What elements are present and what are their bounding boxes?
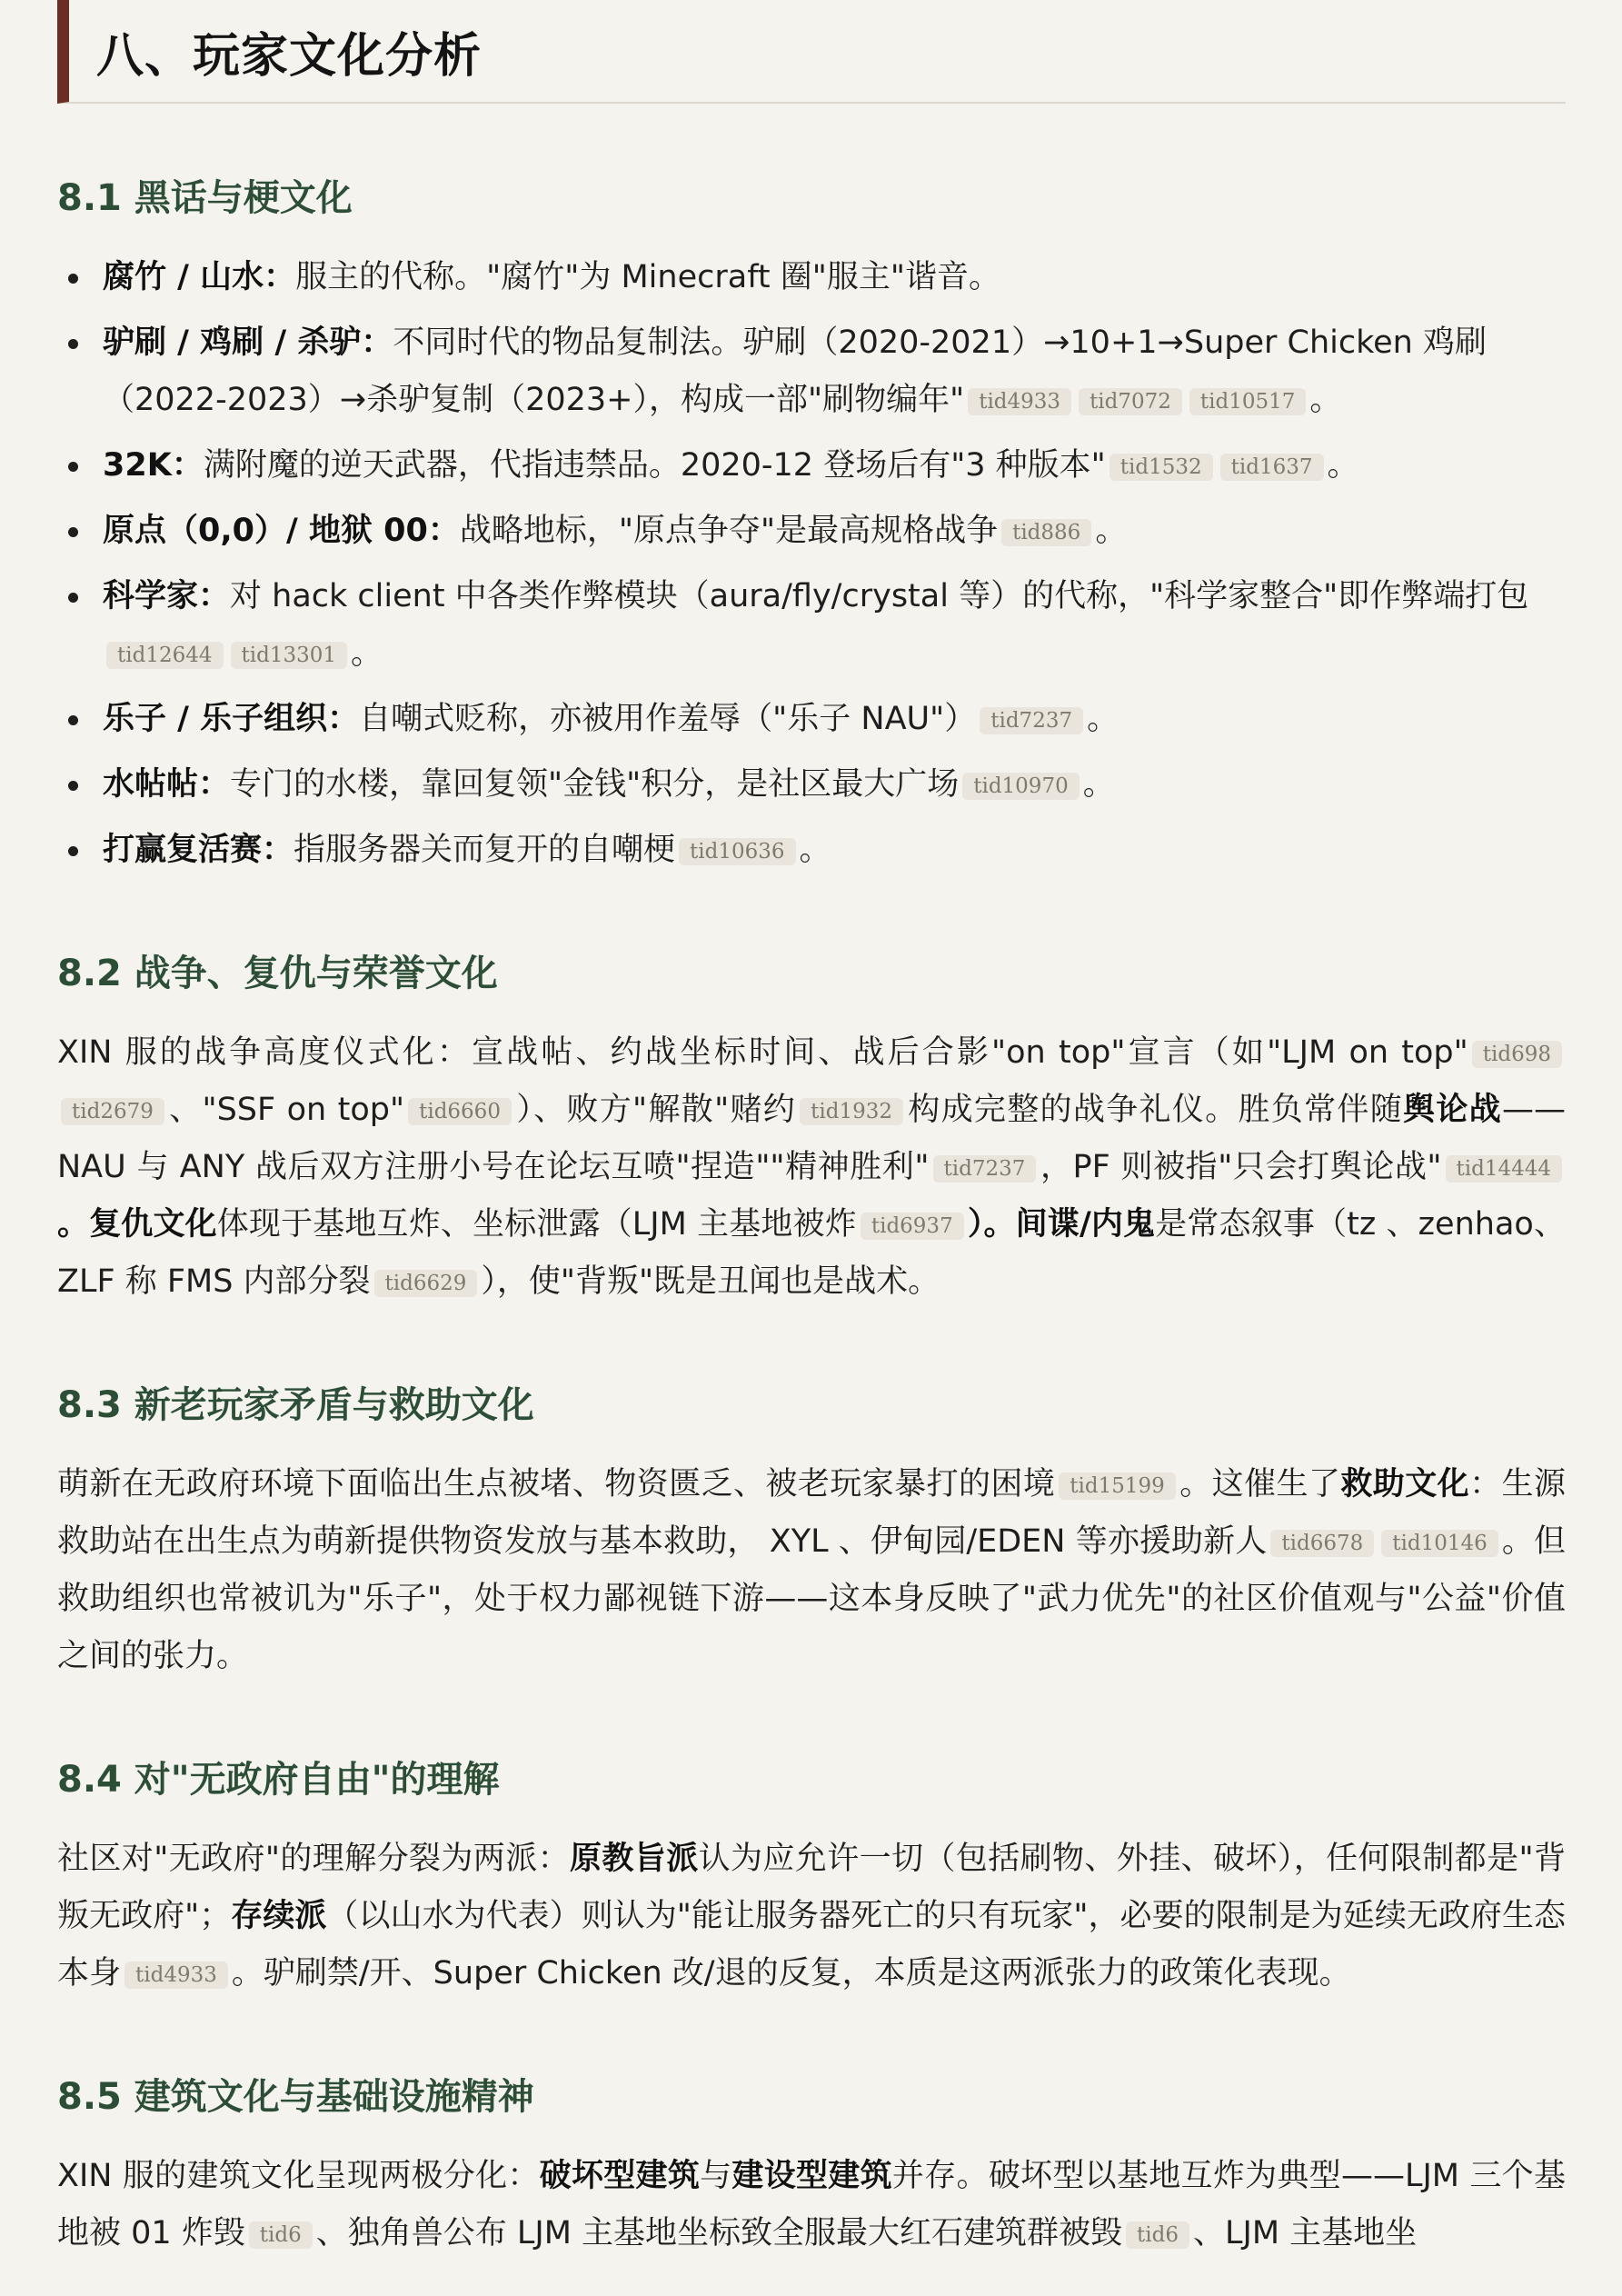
tid-tag[interactable]: tid6678 bbox=[1270, 1530, 1374, 1557]
section-heading-8-3: 8.3 新老玩家矛盾与救助文化 bbox=[57, 1384, 534, 1426]
tid-tag[interactable]: tid2679 bbox=[61, 1098, 164, 1125]
tid-tag[interactable]: tid4933 bbox=[968, 388, 1071, 415]
chapter-title: 八、玩家文化分析 bbox=[96, 28, 483, 84]
slang-list bbox=[57, 249, 1566, 879]
tid-tag[interactable]: tid6 bbox=[249, 2221, 313, 2249]
paragraph-rescue-culture: 萌新在无政府环境下面临出生点被堵、物资匮乏、被老玩家暴打的困境 tid15199 。这催生了救助文化：生源救助站在出生点为萌新提供物资发放与基本救助， XYL 、伊甸园/EDEN 等亦援助新人 tid6678 tid10146 。但救助组织也常被讥为"乐子"，处于权力鄙视链下游——这本身反映了"武力优先"的社区价值观与"公益"价值之间的张力。 bbox=[57, 1466, 1566, 1674]
tid-tag[interactable]: tid6937 bbox=[861, 1213, 964, 1240]
tid-tag[interactable]: tid13301 bbox=[231, 642, 348, 669]
tid-tag[interactable]: tid1637 bbox=[1220, 454, 1324, 481]
tid-tag[interactable]: tid12644 bbox=[106, 642, 224, 669]
list-item: 乐子 / 乐子组织：自嘲式贬称，亦被用作羞辱（"乐子 NAU"） tid7237 。 bbox=[57, 691, 1566, 748]
section-heading-8-4: 8.4 对"无政府自由"的理解 bbox=[57, 1759, 500, 1801]
tid-tag[interactable]: tid4933 bbox=[124, 1962, 228, 1989]
paragraph-building: XIN 服的建筑文化呈现两极分化：破坏型建筑与建设型建筑并存。破坏型以基地互炸为典型——LJM 三个基地被 01 炸毁 tid6 、独角兽公布 LJM 主基地坐标致全服最大红石建筑群被毁 tid6 、LJM 主基地坐 bbox=[57, 2158, 1566, 2251]
list-item: 水帖帖：专门的水楼，靠回复领"金钱"积分，是社区最大广场 tid10970 。 bbox=[57, 756, 1566, 814]
tid-tag[interactable]: tid15199 bbox=[1059, 1472, 1176, 1500]
tid-tag[interactable]: tid6660 bbox=[408, 1098, 512, 1125]
list-item: 原点（0,0）/ 地狱 00：战略地标，"原点争夺"是最高规格战争 tid886 。 bbox=[57, 503, 1566, 560]
tid-tag[interactable]: tid1532 bbox=[1110, 454, 1213, 481]
list-item: 32K：满附魔的逆天武器，代指违禁品。2020-12 登场后有"3 种版本" tid1532 tid1637 。 bbox=[57, 437, 1566, 494]
tid-tag[interactable]: tid10146 bbox=[1381, 1530, 1498, 1557]
list-item: 驴刷 / 鸡刷 / 杀驴：不同时代的物品复制法。驴刷（2020-2021）→10+1→Super Chicken 鸡刷（2022-2023）→杀驴复制（2023+），构成一部"刷物编年" tid4933 tid7072 tid10517 。 bbox=[57, 314, 1566, 429]
section-heading-8-5: 8.5 建筑文化与基础设施精神 bbox=[57, 2076, 534, 2118]
list-item: 打赢复活赛：指服务器关而复开的自嘲梗 tid10636 。 bbox=[57, 822, 1566, 879]
section-heading-8-1: 8.1 黑话与梗文化 bbox=[57, 177, 353, 219]
tid-tag[interactable]: tid1932 bbox=[800, 1098, 903, 1125]
tid-tag[interactable]: tid7237 bbox=[933, 1155, 1037, 1183]
paragraph-war-culture: XIN 服的战争高度仪式化：宣战帖、约战坐标时间、战后合影"on top"宣言（如"LJM on top" tid698tid2679 、"SSF on top" tid6660 ）、败方"解散"赌约 tid1932 构成完整的战争礼仪。胜负常伴随舆论战——NAU 与 ANY 战后双方注册小号在论坛互喷"捏造""精神胜利" tid7237 ，PF 则被指"只会打舆论战" tid14444。复仇文化体现于基地互炸、坐标泄露（LJM 主基地被炸 tid6937 ）。间谍/内鬼是常态叙事（tz 、zenhao、ZLF 称 FMS 内部分裂 tid6629 ），使"背叛"既是丑闻也是战术。 bbox=[57, 1034, 1566, 1300]
tid-tag[interactable]: tid6629 bbox=[374, 1270, 478, 1297]
tid-tag[interactable]: tid14444 bbox=[1446, 1155, 1563, 1183]
section-heading-8-2: 8.2 战争、复仇与荣誉文化 bbox=[57, 953, 498, 994]
list-item: 腐竹 / 山水：服主的代称。"腐竹"为 Minecraft 圈"服主"谐音。 bbox=[57, 249, 1566, 306]
tid-tag[interactable]: tid10517 bbox=[1189, 388, 1307, 415]
list-item: 科学家：对 hack client 中各类作弊模块（aura/fly/crystal 等）的代称，"科学家整合"即作弊端打包tid12644 tid13301 。 bbox=[57, 568, 1566, 683]
tid-tag[interactable]: tid10636 bbox=[679, 838, 796, 865]
paragraph-anarchy: 社区对"无政府"的理解分裂为两派：原教旨派认为应允许一切（包括刷物、外挂、破坏），任何限制都是"背叛无政府"；存续派（以山水为代表）则认为"能让服务器死亡的只有玩家"，必要的限制是为延续无政府生态本身 tid4933 。驴刷禁/开、Super Chicken 改/退的反复，本质是这两派张力的政策化表现。 bbox=[57, 1841, 1566, 1992]
tid-tag[interactable]: tid6 bbox=[1126, 2221, 1189, 2249]
tid-tag[interactable]: tid7072 bbox=[1079, 388, 1182, 415]
tid-tag[interactable]: tid7237 bbox=[980, 707, 1083, 734]
chapter-heading bbox=[57, 0, 1566, 104]
tid-tag[interactable]: tid886 bbox=[1001, 519, 1091, 546]
tid-tag[interactable]: tid698 bbox=[1472, 1041, 1562, 1068]
tid-tag[interactable]: tid10970 bbox=[962, 773, 1080, 800]
